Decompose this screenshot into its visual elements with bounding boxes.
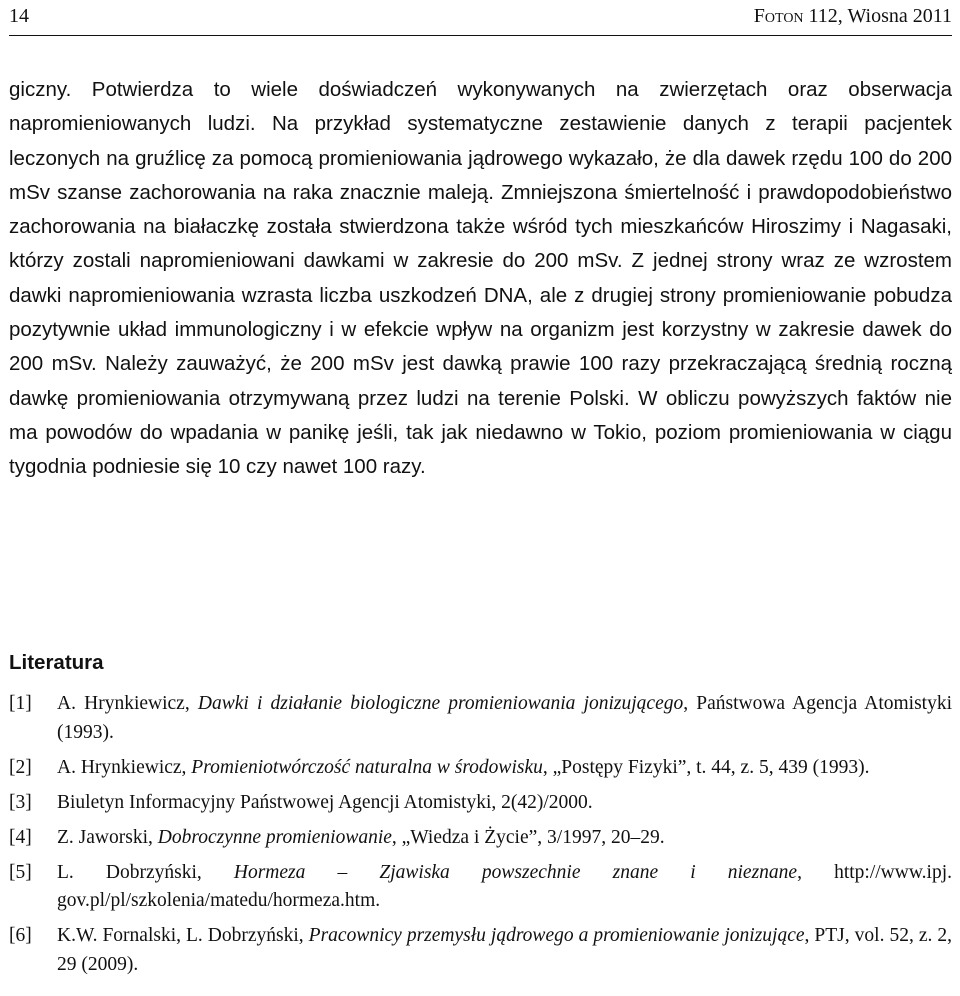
reference-title: Promieniotwórczość naturalna w środowisku — [191, 756, 543, 778]
journal-info — [754, 2, 952, 30]
reference-title: Hormeza – Zjawiska powszechnie znane i nieznane — [233, 861, 798, 883]
reference-authors: K.W. Fornalski, L. Dobrzyński, — [57, 925, 309, 946]
reference-source: , „Postępy Fizyki”, t. 44, z. 5, 439 (1993). — [542, 756, 870, 778]
reference-label: [4] — [9, 826, 32, 848]
reference-label: [6] — [9, 925, 32, 946]
reference-authors: A. Hrynkiewicz, — [57, 756, 192, 778]
reference-label: [2] — [9, 756, 32, 778]
page-number: 14 — [9, 5, 29, 27]
reference-authors: Z. Jaworski, — [57, 826, 158, 848]
journal-page — [9, 0, 952, 996]
reference-title: Dawki i działanie biologiczne promieniowania jonizującego — [197, 693, 684, 714]
reference-item — [9, 824, 952, 853]
reference-label: [5] — [9, 861, 32, 883]
reference-item — [9, 690, 952, 747]
reference-source: , Państwowa Agencja Atomistyki (1993). — [57, 693, 952, 743]
literature-heading: Literatura — [9, 651, 104, 674]
journal-issue: 112, Wiosna 2011 — [803, 5, 952, 27]
reference-source: , „Wiedza i Życie”, 3/1997, 20–29. — [391, 826, 665, 848]
running-head — [9, 2, 952, 30]
journal-name: Foton — [753, 5, 804, 27]
reference-item — [9, 859, 952, 916]
reference-source: , PTJ, vol. 52, z. 2, 29 (2009). — [57, 925, 953, 975]
reference-title: Pracownicy przemysłu jądrowego a promieniowanie jonizujące — [308, 925, 805, 946]
reference-list — [9, 690, 952, 986]
reference-authors: A. Hrynkiewicz, — [57, 693, 198, 714]
reference-label: [3] — [9, 791, 32, 813]
reference-authors: L. Dobrzyński, — [57, 861, 234, 883]
body-paragraph: giczny. Potwierdza to wiele doświadczeń wykonywanych na zwierzętach oraz obserwacja napromieniowanych ludzi. Na przykład systematyczne zestawienie danych z terapii pacjentek leczonych na gruźlicę za pomocą promieniowania jądrowego wykazało, że dla dawek rzędu 100 do 200 mSv szanse zachorowania na raka znacznie maleją. Zmniejszona śmiertelność i prawdopodobieństwo zachorowania na białaczkę została stwierdzona także wśród tych mieszkańców Hiroszimy i Nagasaki, którzy zostali napromieniowani dawkami w zakresie do 200 mSv. Z jednej strony wraz ze wzrostem dawki napromieniowania wzrasta liczba uszkodzeń DNA, ale z drugiej strony promieniowanie pobudza pozytywnie układ immunologiczny i w efekcie wpływ na organizm jest korzystny w zakresie dawek do 200 mSv. Należy zauważyć, że 200 mSv jest dawką prawie 100 razy przekraczającą średnią roczną dawkę promieniowania otrzymywaną przez ludzi na terenie Polski. W obliczu powyższych faktów nie ma powodów do wpadania w panikę jeśli, tak jak niedawno w Tokio, poziom promieniowania w ciągu tygodnia podniesie się 10 czy nawet 100 razy. — [9, 78, 952, 479]
reference-text: Biuletyn Informacyjny Państwowej Agencji Atomistyki, 2(42)/2000. — [57, 791, 593, 813]
reference-item — [9, 789, 952, 818]
reference-item — [9, 754, 952, 783]
header-rule — [9, 35, 952, 36]
reference-title: Dobroczynne promieniowanie — [157, 826, 392, 848]
reference-source: , http://www.ipj.​gov.pl/pl/szkolenia/matedu/hormeza.htm. — [57, 861, 952, 911]
reference-item — [9, 922, 952, 979]
reference-label: [1] — [9, 693, 32, 714]
